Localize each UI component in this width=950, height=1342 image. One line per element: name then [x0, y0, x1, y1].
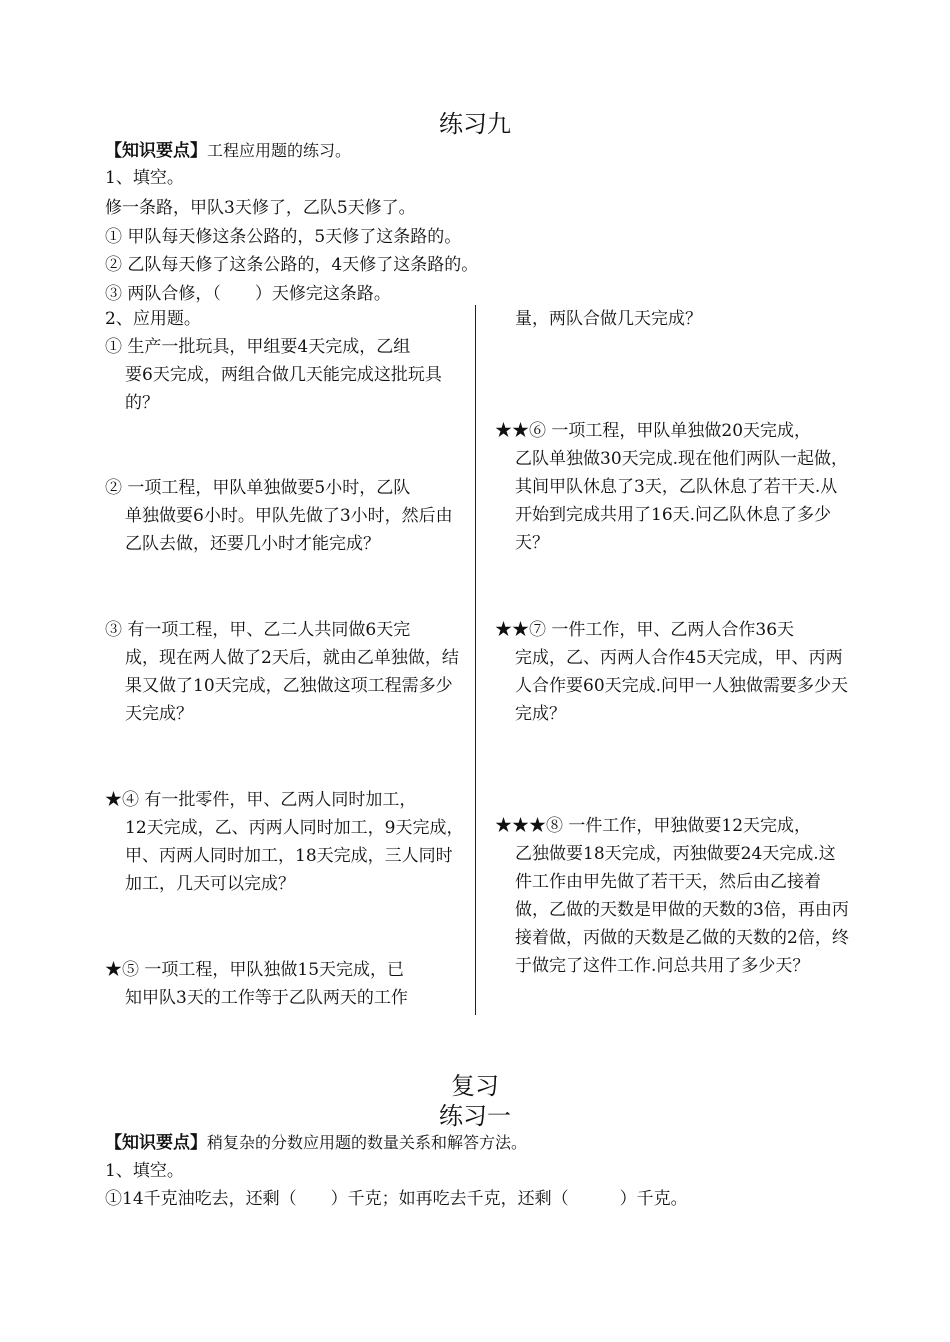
knowledge-label: 【知识要点】 [105, 141, 207, 161]
review-knowledge-points [105, 1128, 527, 1153]
problem-6-line: ★★⑥ 一项工程，甲队单独做20天完成， [495, 421, 812, 441]
problem-7 [495, 616, 850, 728]
problem-2-line: ② 一项工程，甲队单独做要5小时，乙队 [105, 478, 411, 498]
problem-1 [105, 333, 465, 417]
problem-2 [105, 474, 465, 558]
problem-6-rest: 乙队单独做30天完成.现在他们两队一起做，其间甲队休息了3天，乙队休息了若干天.从开始到完成共用了16天.问乙队休息了多少天？ [515, 449, 849, 553]
problem-1-rest: 要6天完成，两组合做几天能完成这批玩具的？ [125, 365, 442, 413]
problem-8-rest: 乙独做要18天完成，丙独做要24天完成.这件工作由甲先做了若干天，然后由乙接着做，乙做的天数是甲做的天数的3倍，再由丙接着做，丙做的天数是乙做的天数的2倍，终于做完了这件工作.问总共用了多少天？ [515, 844, 849, 976]
problem-5-rest: 知甲队3天的工作等于乙队两天的工作 [125, 988, 408, 1008]
problem-1-line: ① 生产一批玩具，甲组要4天完成，乙组 [105, 337, 411, 357]
section-title: 练习九 [439, 110, 511, 138]
review-fill-item-1: ①14千克油吃去，还剩（ ）千克；如再吃去千克，还剩（ ）千克。 [105, 1189, 688, 1209]
problem-4 [105, 786, 465, 898]
problem-4-rest: 12天完成，乙、丙两人同时加工，9天完成，甲、丙两人同时加工，18天完成，三人同时加工，几天可以完成？ [125, 818, 464, 894]
review-knowledge-text: 稍复杂的分数应用题的数量关系和解答方法。 [207, 1133, 528, 1152]
fill-item-2: ② 乙队每天修了这条公路的，4天修了这条路的。 [105, 255, 479, 275]
problem-5-continuation: 量，两队合做几天完成？ [515, 309, 702, 329]
problem-8-line: ★★★⑧ 一件工作，甲独做要12天完成， [495, 816, 812, 836]
column-divider [475, 305, 476, 1015]
problem-6 [495, 417, 850, 557]
problem-7-line: ★★⑦ 一件工作，甲、乙两人合作36天 [495, 620, 795, 640]
problem-3-line: ③ 有一项工程，甲、乙二人共同做6天完 [105, 620, 411, 640]
review-subtitle: 练习一 [439, 1102, 511, 1130]
problem-2-rest: 单独做要6小时。甲队先做了3小时，然后由乙队去做，还要几小时才能完成？ [125, 506, 453, 554]
fill-intro: 修一条路，甲队3天修了，乙队5天修了。 [105, 198, 416, 218]
problem-3-rest: 成，现在两人做了2天后，就由乙单独做，结果又做了10天完成，乙独做这项工程需多少天完成？ [125, 648, 459, 724]
fill-item-3: ③ 两队合修，（ ）天修完这条路。 [105, 284, 391, 304]
problem-4-line: ★④ 有一批零件，甲、乙两人同时加工， [105, 790, 417, 810]
part2-heading: 2、应用题。 [105, 309, 201, 329]
problem-3 [105, 616, 465, 728]
knowledge-text: 工程应用题的练习。 [207, 141, 352, 160]
knowledge-points [105, 136, 351, 161]
problem-5 [105, 956, 465, 1012]
review-part1-heading: 1、填空。 [105, 1161, 184, 1181]
part1-heading: 1、填空。 [105, 168, 184, 188]
problem-7-rest: 完成，乙、丙两人合作45天完成，甲、丙两人合作要60天完成.问甲一人独做需要多少天完成？ [515, 648, 849, 724]
fill-item-1: ① 甲队每天修这条公路的，5天修了这条路的。 [105, 227, 462, 247]
problem-8 [495, 812, 850, 980]
problem-5-line: ★⑤ 一项工程，甲队独做15天完成，已 [105, 960, 405, 980]
review-knowledge-label: 【知识要点】 [105, 1133, 207, 1153]
review-title: 复习 [451, 1072, 499, 1100]
